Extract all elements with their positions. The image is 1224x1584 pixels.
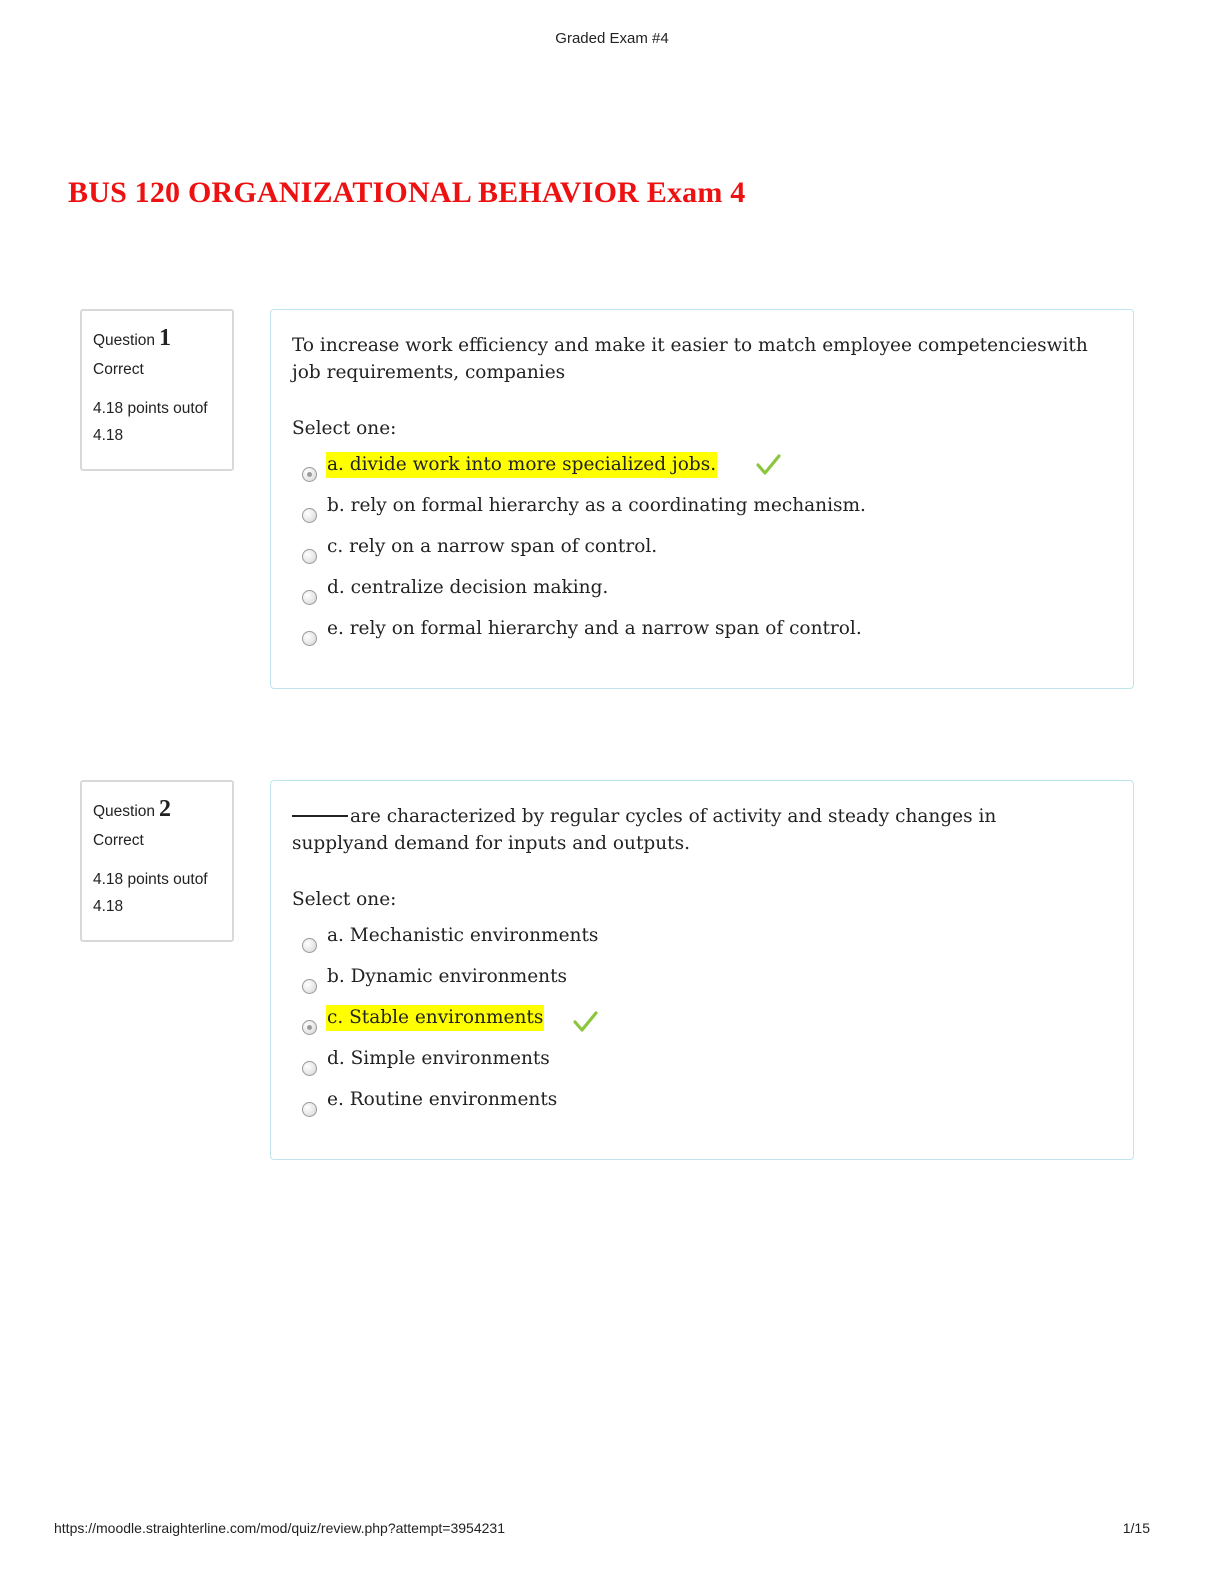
answer-label: c. rely on a narrow span of control.	[327, 536, 658, 557]
radio-icon[interactable]	[302, 1061, 317, 1076]
select-one-prompt: Select one:	[292, 418, 397, 439]
question-label: Question	[93, 803, 156, 820]
radio-icon[interactable]	[302, 1102, 317, 1117]
check-icon	[755, 452, 781, 478]
answer-label: b. Dynamic environments	[327, 966, 567, 987]
grade-max: 4.18	[93, 427, 124, 444]
answer-option[interactable]	[292, 452, 1093, 493]
question-text: are characterized by regular cycles of activity and steady changes in supplyand demand for inputs and outputs.	[292, 806, 997, 854]
blank-line	[292, 815, 348, 817]
question-1-info	[80, 309, 234, 471]
answer-label: d. centralize decision making.	[327, 577, 609, 598]
answer-option[interactable]	[292, 1005, 1093, 1046]
question-2-info	[80, 780, 234, 942]
answer-option[interactable]	[292, 923, 1093, 964]
radio-icon[interactable]	[302, 631, 317, 646]
answer-option[interactable]	[292, 1046, 1093, 1087]
question-number	[93, 325, 222, 353]
exam-title: BUS 120 ORGANIZATIONAL BEHAVIOR Exam 4	[68, 176, 746, 209]
answer-label: e. rely on formal hierarchy and a narrow span of control.	[327, 618, 862, 639]
answer-option[interactable]	[292, 1087, 1093, 1128]
question-number-value: 2	[159, 796, 172, 822]
question-label: Question	[93, 332, 156, 349]
answer-option[interactable]	[292, 575, 1093, 616]
answer-option[interactable]	[292, 493, 1093, 534]
question-number	[93, 796, 222, 824]
radio-icon[interactable]	[302, 590, 317, 605]
question-2-content	[270, 780, 1134, 1160]
answer-label: c. Stable environments	[326, 1005, 544, 1031]
question-state: Correct	[93, 361, 144, 378]
answer-option[interactable]	[292, 964, 1093, 1005]
page-url: https://moodle.straighterline.com/mod/quiz/review.php?attempt=3954231	[54, 1520, 505, 1536]
radio-icon[interactable]	[302, 1020, 317, 1035]
check-icon	[572, 1009, 598, 1035]
answer-list	[292, 923, 1093, 1128]
question-1-content	[270, 309, 1134, 689]
answer-option[interactable]	[292, 616, 1093, 657]
answer-option[interactable]	[292, 534, 1093, 575]
answer-label: b. rely on formal hierarchy as a coordinating mechanism.	[327, 495, 866, 516]
radio-icon[interactable]	[302, 938, 317, 953]
answer-list	[292, 452, 1093, 657]
answer-label: d. Simple environments	[327, 1048, 550, 1069]
question-text: To increase work efficiency and make it easier to match employee competencieswith job requirements, companies	[292, 335, 1088, 383]
radio-icon[interactable]	[302, 979, 317, 994]
grade-text: 4.18 points outof	[93, 871, 208, 888]
question-number-value: 1	[159, 325, 172, 351]
radio-icon[interactable]	[302, 508, 317, 523]
question-text-wrapper	[292, 803, 1093, 857]
question-grade	[93, 395, 222, 449]
question-grade	[93, 866, 222, 920]
answer-label: a. Mechanistic environments	[327, 925, 599, 946]
radio-icon[interactable]	[302, 467, 317, 482]
grade-text: 4.18 points outof	[93, 400, 208, 417]
page-header: Graded Exam #4	[555, 30, 669, 47]
answer-label: e. Routine environments	[327, 1089, 558, 1110]
select-one-prompt: Select one:	[292, 889, 397, 910]
grade-max: 4.18	[93, 898, 124, 915]
page-number: 1/15	[1122, 1520, 1150, 1536]
answer-label: a. divide work into more specialized jobs.	[326, 452, 717, 478]
radio-icon[interactable]	[302, 549, 317, 564]
question-state: Correct	[93, 832, 144, 849]
